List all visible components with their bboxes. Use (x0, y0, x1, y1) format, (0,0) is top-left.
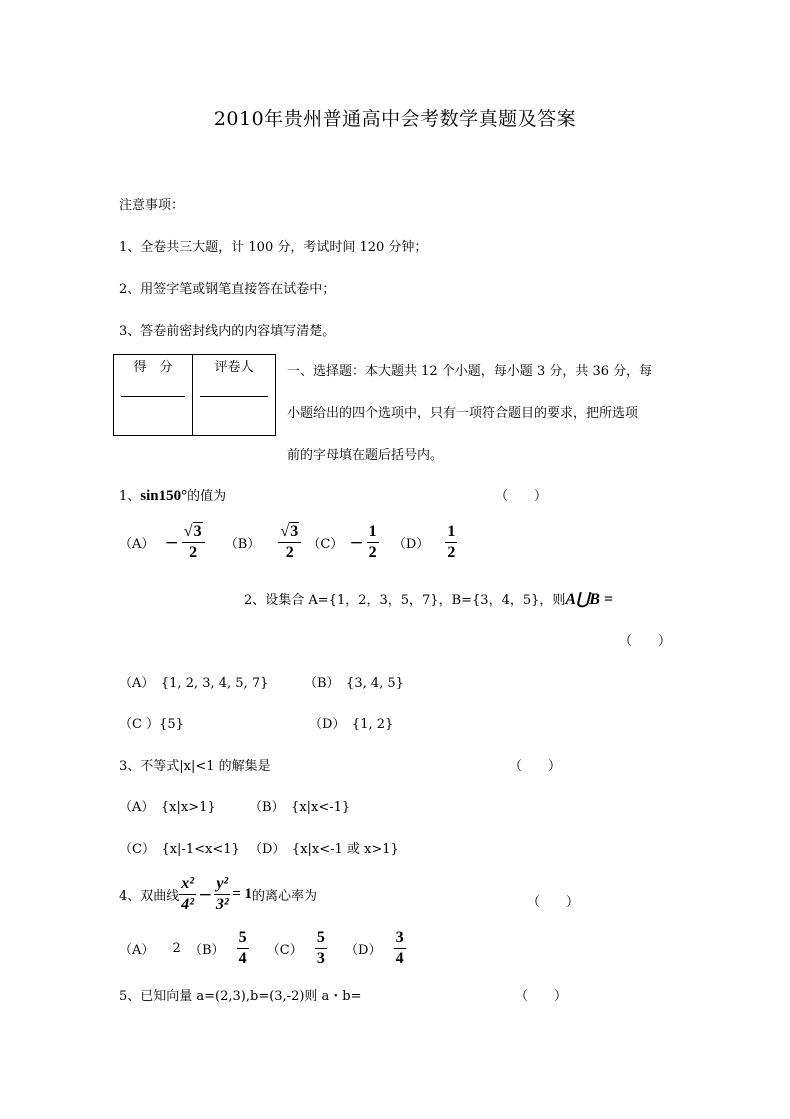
q5-answer-paren: （ ） (515, 989, 568, 1004)
q3-option-d: （D） {x|x<-1 或 x>1} (249, 842, 399, 857)
q4-option-b-label: （B） (188, 943, 225, 958)
q1-option-c-label: （C） (307, 537, 344, 552)
q3-option-a: （A） {x|x>1} (119, 800, 216, 815)
q1-option-a-fraction: $\frac{√3}{2}$ (182, 524, 205, 561)
q4-option-a-label: （A） (119, 943, 155, 958)
q1-options: （A） − $\frac{√3}{2}$ （B） $\frac{√3}{2}$ （C） − $\frac{1}{2}$ （D） $\frac{1}{2}$ (119, 523, 456, 561)
notice-heading: 注意事项： (119, 198, 185, 213)
q2-option-d: （D） {1, 2} (309, 717, 394, 732)
section1-line3: 前的字母填在题后括号内。 (287, 448, 444, 463)
q4-options (119, 930, 406, 967)
q4-fraction-x: $\frac{\text{x²}}{\text{4²}}$ (181, 875, 195, 913)
q2-option-c: （C ）{5} (119, 717, 184, 732)
q1-option-d-fraction: $\frac{1}{2}$ (447, 523, 456, 561)
score-column (114, 355, 193, 436)
q4-option-c-fraction: $\frac{5}{3}$ (316, 929, 325, 967)
q4-option-a-value: 2 (172, 941, 181, 956)
q4-option-d-label: （D） (345, 943, 382, 958)
page-title: 2010年贵州普通高中会考数学真题及答案 (213, 108, 577, 130)
q3-option-b: （B） {x|x<-1} (249, 800, 351, 815)
grader-label: 评卷人 (214, 360, 254, 375)
question-4: 4、双曲线 $\frac{\text{x²}}{\text{4²}}$ − $\frac{\text{y²}}{\text{3²}}$ = 1的离心率为 (119, 875, 318, 913)
q4-answer-paren: （ ） (527, 895, 580, 910)
q1-option-b-fraction: $\frac{√3}{2}$ (278, 524, 301, 561)
q1-answer-paren: （ ） (495, 489, 548, 504)
q3-answer-paren: （ ） (509, 759, 562, 774)
question-5: 5、已知向量 a=(2,3),b=(3,-2)则 a・b= (119, 989, 362, 1004)
q1-option-a-label: （A） (119, 537, 155, 552)
q4-option-c-label: （C） (266, 943, 303, 958)
q2-option-a: （A） {1, 2, 3, 4, 5, 7} (119, 676, 269, 691)
question-3: 3、不等式|x|<1 的解集是 (119, 759, 271, 774)
question-2: 2、设集合 A={1，2，3，5，7}，B={3，4，5}，则A⋃B = (244, 591, 613, 608)
notice-item-2: 2、用签字笔或钢笔直接答在试卷中； (119, 282, 336, 297)
q1-option-b-label: （B） (224, 537, 261, 552)
score-label: 得 分 (133, 360, 173, 375)
q2-answer-paren: （ ） (619, 634, 672, 649)
q4-option-b-fraction: $\frac{5}{4}$ (238, 929, 247, 967)
score-table (113, 354, 276, 436)
notice-item-1: 1、全卷共三大题，计 100 分，考试时间 120 分钟； (119, 240, 428, 255)
q1-option-c-fraction: $\frac{1}{2}$ (368, 523, 377, 561)
q3-option-c: （C） {x|-1<x<1} (119, 842, 240, 857)
q4-fraction-y: $\frac{\text{y²}}{\text{3²}}$ (215, 875, 229, 913)
notice-item-3: 3、答卷前密封线内的内容填写清楚。 (119, 324, 336, 339)
section1-line2: 小题给出的四个选项中，只有一项符合题目的要求，把所选项 (287, 406, 639, 421)
q1-math: sin150° (140, 488, 188, 504)
grader-column (193, 355, 276, 436)
section1-line1: 一、选择题：本大题共 12 个小题，每小题 3 分，共 36 分，每 (287, 364, 653, 379)
question-1: 1、sin150°的值为 (119, 488, 227, 504)
q2-math: A⋃B = (565, 591, 613, 608)
q4-option-d-fraction: $\frac{3}{4}$ (395, 929, 404, 967)
q2-option-b: （B） {3, 4, 5} (304, 676, 404, 691)
q1-option-d-label: （D） (392, 537, 430, 552)
